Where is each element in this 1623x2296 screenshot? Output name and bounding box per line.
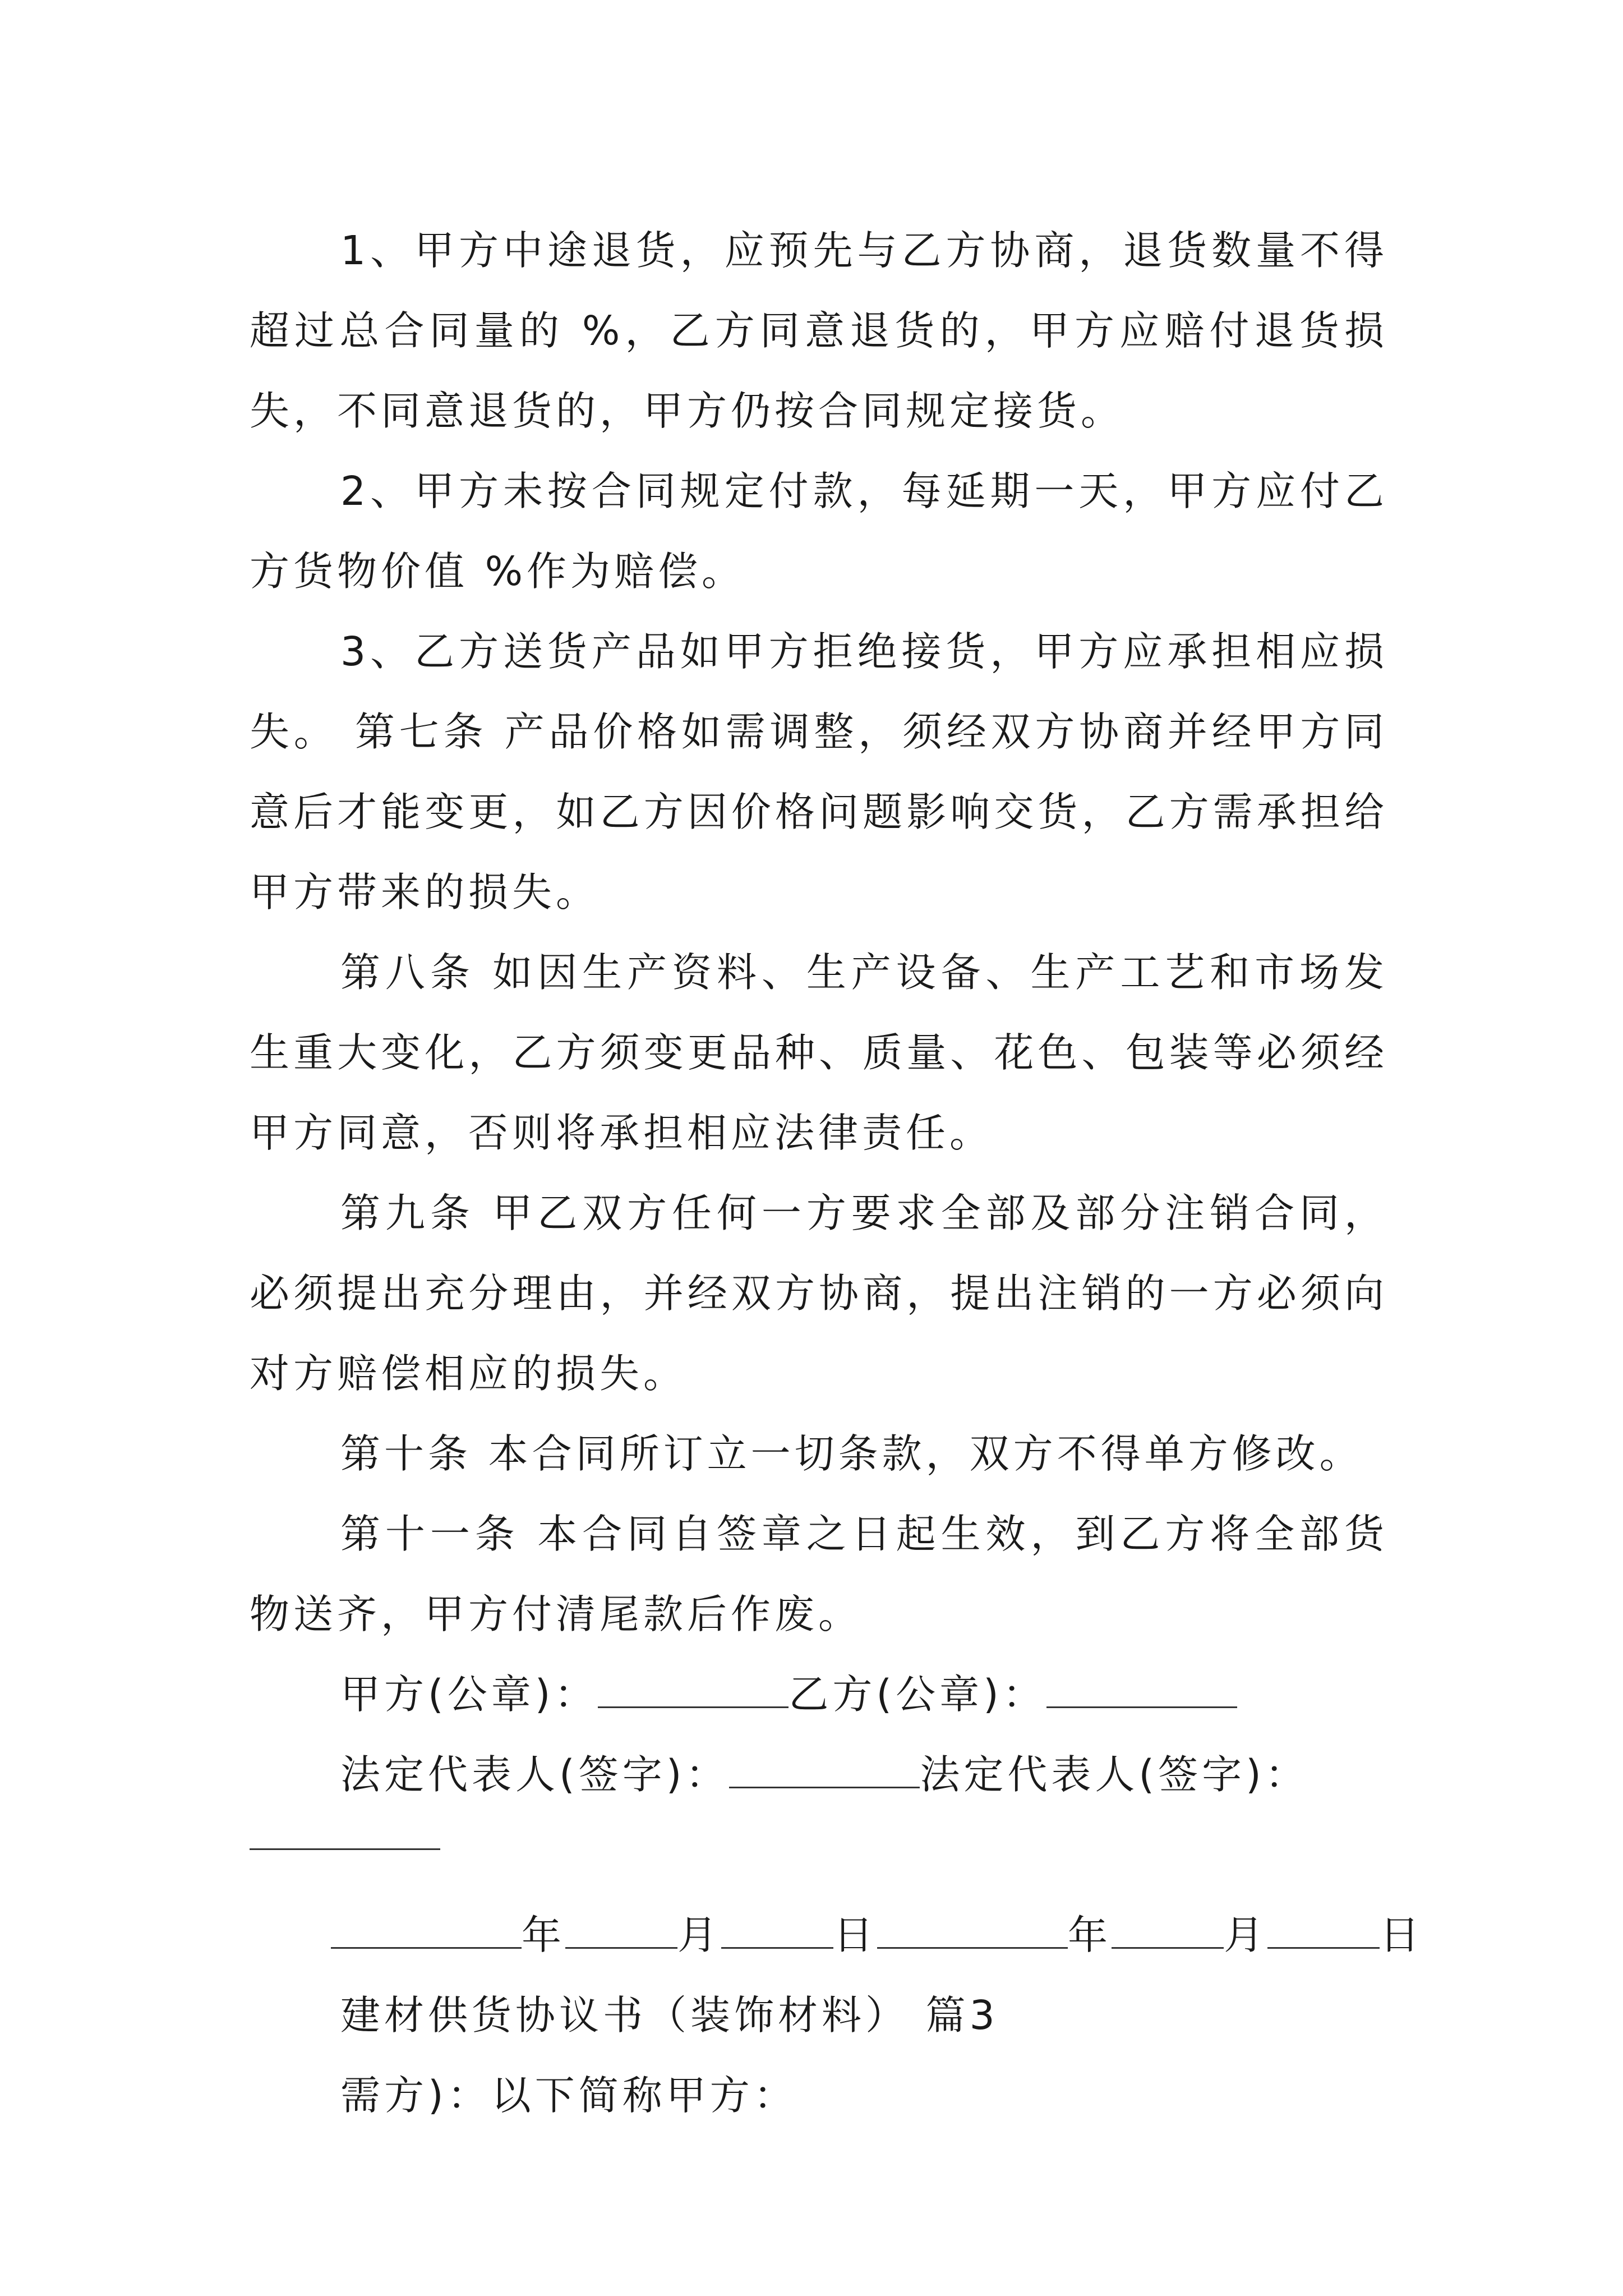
party-a-rep-blank	[729, 1753, 920, 1788]
party-b-rep-blank	[250, 1848, 440, 1850]
year-blank-a	[331, 1913, 522, 1949]
representative-line	[250, 1734, 1388, 1815]
party-b-seal-blank	[1046, 1673, 1237, 1708]
clause-paragraph-1: 1、甲方中途退货，应预先与乙方协商，退货数量不得超过总合同量的 %，乙方同意退货的，甲方应赔付退货损失，不同意退货的，甲方仍按合同规定接货。	[250, 227, 1388, 434]
party-b-rep-label: 法定代表人(签字)：	[920, 1751, 1309, 1798]
year-label-b: 年	[1068, 1912, 1112, 1958]
year-blank-b	[877, 1913, 1068, 1949]
next-section-title: 建材供货协议书（装饰材料） 篇3	[340, 1992, 999, 2039]
article-9-paragraph: 第九条 甲乙双方任何一方要求全部及部分注销合同，必须提出充分理由，并经双方协商，提出注销的一方必须向对方赔偿相应的损失。	[250, 1190, 1388, 1397]
seal-line	[250, 1654, 1388, 1734]
day-blank-b	[1267, 1913, 1380, 1949]
article-8-paragraph: 第八条 如因生产资料、生产设备、生产工艺和市场发生重大变化，乙方须变更品种、质量、花色、包装等必须经甲方同意，否则将承担相应法律责任。	[250, 949, 1388, 1156]
party-b-seal-label: 乙方(公章)：	[789, 1671, 1046, 1718]
month-label-b: 月	[1224, 1912, 1268, 1958]
month-blank-a	[565, 1913, 677, 1949]
day-label-b: 日	[1380, 1912, 1424, 1958]
day-label-a: 日	[833, 1912, 878, 1958]
day-blank-a	[721, 1913, 833, 1949]
party-a-seal-label: 甲方(公章)：	[340, 1671, 598, 1718]
party-a-rep-label: 法定代表人(签字)：	[340, 1751, 730, 1798]
party-a-seal-blank	[598, 1673, 789, 1708]
month-label-a: 月	[677, 1912, 722, 1958]
clause-paragraph-2: 2、甲方未按合同规定付款，每延期一天，甲方应付乙方货物价值 %作为赔偿。	[250, 468, 1388, 595]
month-blank-b	[1112, 1913, 1224, 1949]
date-line	[250, 1895, 1424, 1975]
article-10-paragraph: 第十条 本合同所订立一切条款，双方不得单方修改。	[340, 1430, 1363, 1477]
year-label-a: 年	[522, 1912, 566, 1958]
article-11-paragraph: 第十一条 本合同自签章之日起生效，到乙方将全部货物送齐，甲方付清尾款后作废。	[250, 1511, 1388, 1637]
buyer-line: 需方)：以下简称甲方：	[340, 2072, 797, 2119]
clause-paragraph-3: 3、乙方送货产品如甲方拒绝接货，甲方应承担相应损失。 第七条 产品价格如需调整，须经双方协商并经甲方同意后才能变更，如乙方因价格问题影响交货，乙方需承担给甲方带来的损失。	[250, 628, 1388, 915]
document-body	[250, 210, 1424, 2136]
